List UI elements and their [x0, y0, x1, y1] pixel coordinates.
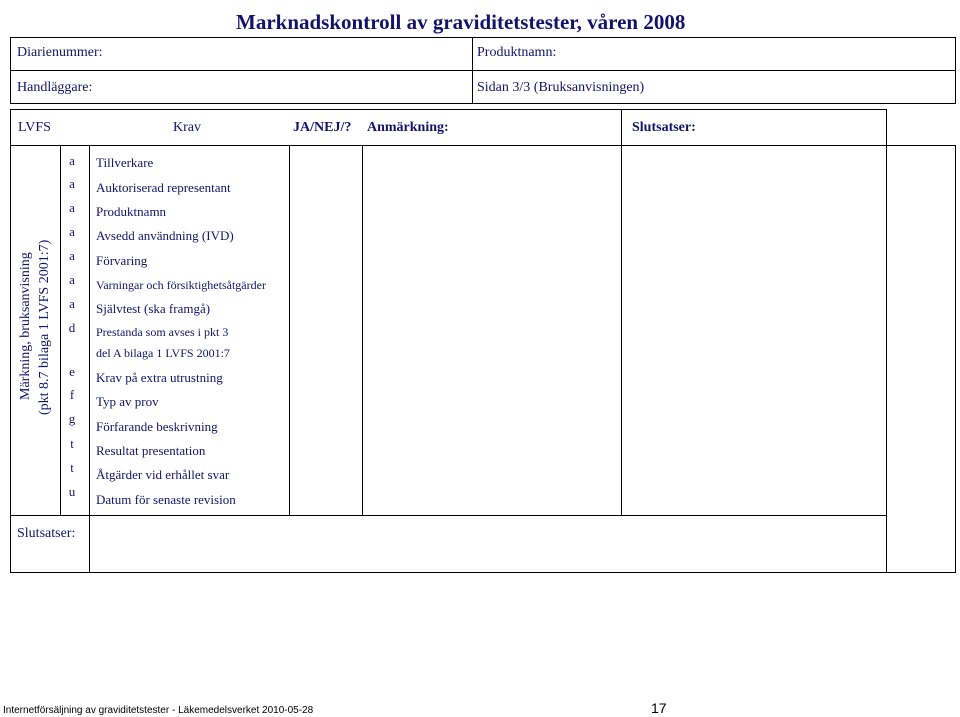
- page-title: Marknadskontroll av graviditetstester, våren 2008: [236, 10, 686, 34]
- column-janej: JA/NEJ/?: [293, 120, 352, 135]
- row-letter: a: [69, 296, 75, 311]
- body-row-divider: [10, 515, 887, 516]
- header-column-divider: [472, 37, 473, 104]
- row-letter: f: [69, 387, 75, 402]
- header-divider: [10, 70, 956, 71]
- body-col-div-slutsatser: [621, 145, 622, 515]
- row-label: Varningar och försiktighetsåtgärder: [96, 278, 266, 292]
- row-label: Produktnamn: [96, 204, 167, 219]
- body-col-div-right: [886, 109, 887, 573]
- section-label-line1: Märkning, bruksanvisning: [18, 252, 33, 400]
- diarienummer-label: Diarienummer:: [17, 45, 103, 60]
- row-label: Förfarande beskrivning: [96, 419, 218, 434]
- row-letter: d: [68, 320, 76, 335]
- produktnamn-label: Produktnamn:: [477, 45, 557, 60]
- row-label: Krav på extra utrustning: [96, 370, 223, 385]
- page-number: 17: [651, 700, 667, 716]
- body-col-div-section: [60, 145, 61, 515]
- row-label: Självtest (ska framgå): [96, 301, 211, 316]
- row-label: Åtgärder vid erhållet svar: [96, 467, 230, 482]
- column-slutsatser: Slutsatser:: [632, 120, 696, 135]
- body-col-div-letters: [89, 145, 90, 573]
- column-anmarkning: Anmärkning:: [367, 120, 449, 135]
- row-letter: g: [68, 411, 76, 426]
- row-label: Auktoriserad representant: [96, 180, 231, 195]
- row-label: Förvaring: [96, 253, 148, 268]
- row-letter: u: [68, 484, 76, 499]
- row-letter: a: [69, 272, 75, 287]
- row-label: Avsedd användning (IVD): [96, 228, 234, 243]
- body-col-div-janej: [289, 145, 290, 515]
- section-label-line2: (pkt 8.7 bilaga 1 LVFS 2001:7): [37, 239, 52, 415]
- row-letter: e: [69, 364, 75, 379]
- slutsatser-label: Slutsatser:: [17, 526, 76, 541]
- row-label: Prestanda som avses i pkt 3: [96, 325, 229, 339]
- page-indicator: Sidan 3/3 (Bruksanvisningen): [477, 80, 645, 95]
- row-label: Resultat presentation: [96, 443, 206, 458]
- row-label: del A bilaga 1 LVFS 2001:7: [96, 346, 230, 360]
- row-letter: t: [70, 436, 74, 451]
- row-label: Typ av prov: [96, 394, 159, 409]
- footer-text: Internetförsäljning av graviditetstester - Läkemedelsverket 2010-05-28: [3, 705, 314, 716]
- header-col-div-1: [621, 109, 622, 146]
- row-letter: a: [69, 224, 75, 239]
- row-label: Datum för senaste revision: [96, 492, 236, 507]
- row-letter: a: [69, 200, 75, 215]
- column-krav: Krav: [173, 120, 201, 135]
- row-label: Tillverkare: [96, 155, 154, 170]
- row-letter: a: [69, 153, 75, 168]
- body-col-div-anmarkning: [362, 145, 363, 515]
- column-lvfs: LVFS: [18, 120, 51, 135]
- row-letter: a: [69, 248, 75, 263]
- handlaggare-label: Handläggare:: [17, 80, 93, 95]
- row-letter: a: [69, 176, 75, 191]
- row-letter: t: [70, 460, 74, 475]
